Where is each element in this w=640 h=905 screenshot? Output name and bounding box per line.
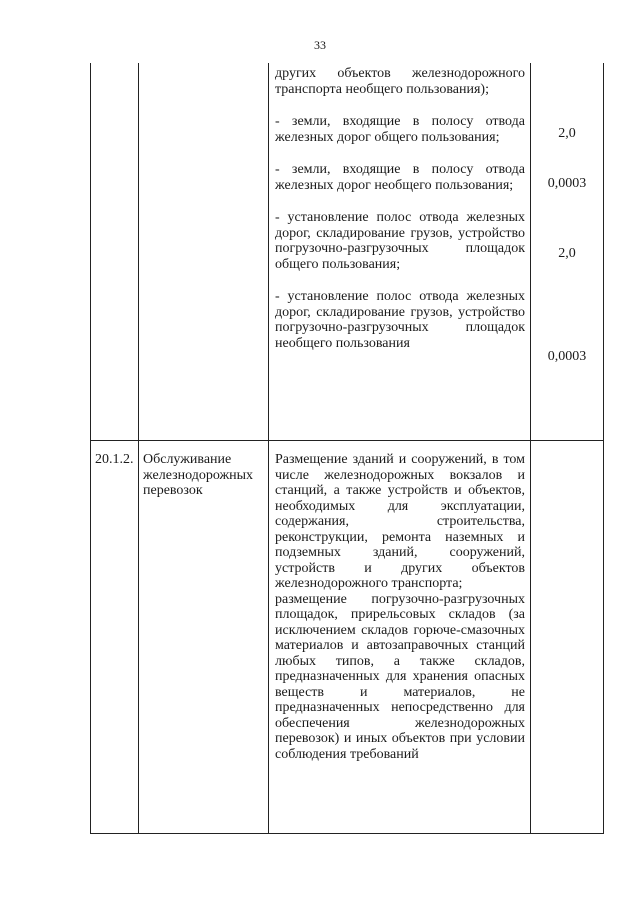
name-cell bbox=[139, 63, 269, 441]
description-paragraph: размещение погрузочно-разгрузочных площадок, прирельсовых складов (за исключением складов горюче-смазочных материалов и автозаправочных станций любых типов, а также складов, предназначенных для хранения опасных веществ и материалов, не предназначенных непосредственно для обеспечения железнодорожных перевозок) и иных объектов при условии соблюдения требований bbox=[275, 591, 525, 762]
coefficient-value: 2,0 bbox=[558, 246, 576, 261]
coefficient-value: 2,0 bbox=[558, 126, 576, 141]
description-item: - установление полос отвода железных дорог, складирование грузов, устройство погрузочно-разгрузочных площадок необщего пользования bbox=[275, 289, 525, 351]
code-cell: 20.1.2. bbox=[91, 441, 139, 834]
coefficient-value: 0,0003 bbox=[547, 349, 587, 364]
description-item: - установление полос отвода железных дорог, складирование грузов, устройство погрузочно-разгрузочных площадок общего пользования; bbox=[275, 210, 525, 272]
table-row bbox=[91, 441, 604, 834]
description-item: других объектов железнодорожного транспорта необщего пользования); bbox=[275, 66, 525, 97]
description-item: - земли, входящие в полосу отвода железных дорог необщего пользования; bbox=[275, 162, 525, 193]
name-cell: Обслуживание железнодорожных перевозок bbox=[139, 441, 269, 834]
value-cell bbox=[531, 63, 604, 441]
table-row bbox=[91, 63, 604, 441]
code-cell bbox=[91, 63, 139, 441]
description-paragraph: Размещение зданий и сооружений, в том числе железнодорожных вокзалов и станций, а также устройств и объектов, необходимых для эксплуатации, содержания, строительства, реконструкции, ремонта наземных и подземных зданий, сооружений, устройств и других объектов железнодорожного транспорта; bbox=[275, 452, 525, 591]
land-use-table bbox=[90, 63, 604, 834]
description-cell bbox=[269, 63, 531, 441]
description-item: - земли, входящие в полосу отвода железных дорог общего пользования; bbox=[275, 114, 525, 145]
description-cell bbox=[269, 441, 531, 834]
coefficient-value: 0,0003 bbox=[547, 176, 587, 191]
page-number: 33 bbox=[314, 38, 326, 52]
value-cell bbox=[531, 441, 604, 834]
